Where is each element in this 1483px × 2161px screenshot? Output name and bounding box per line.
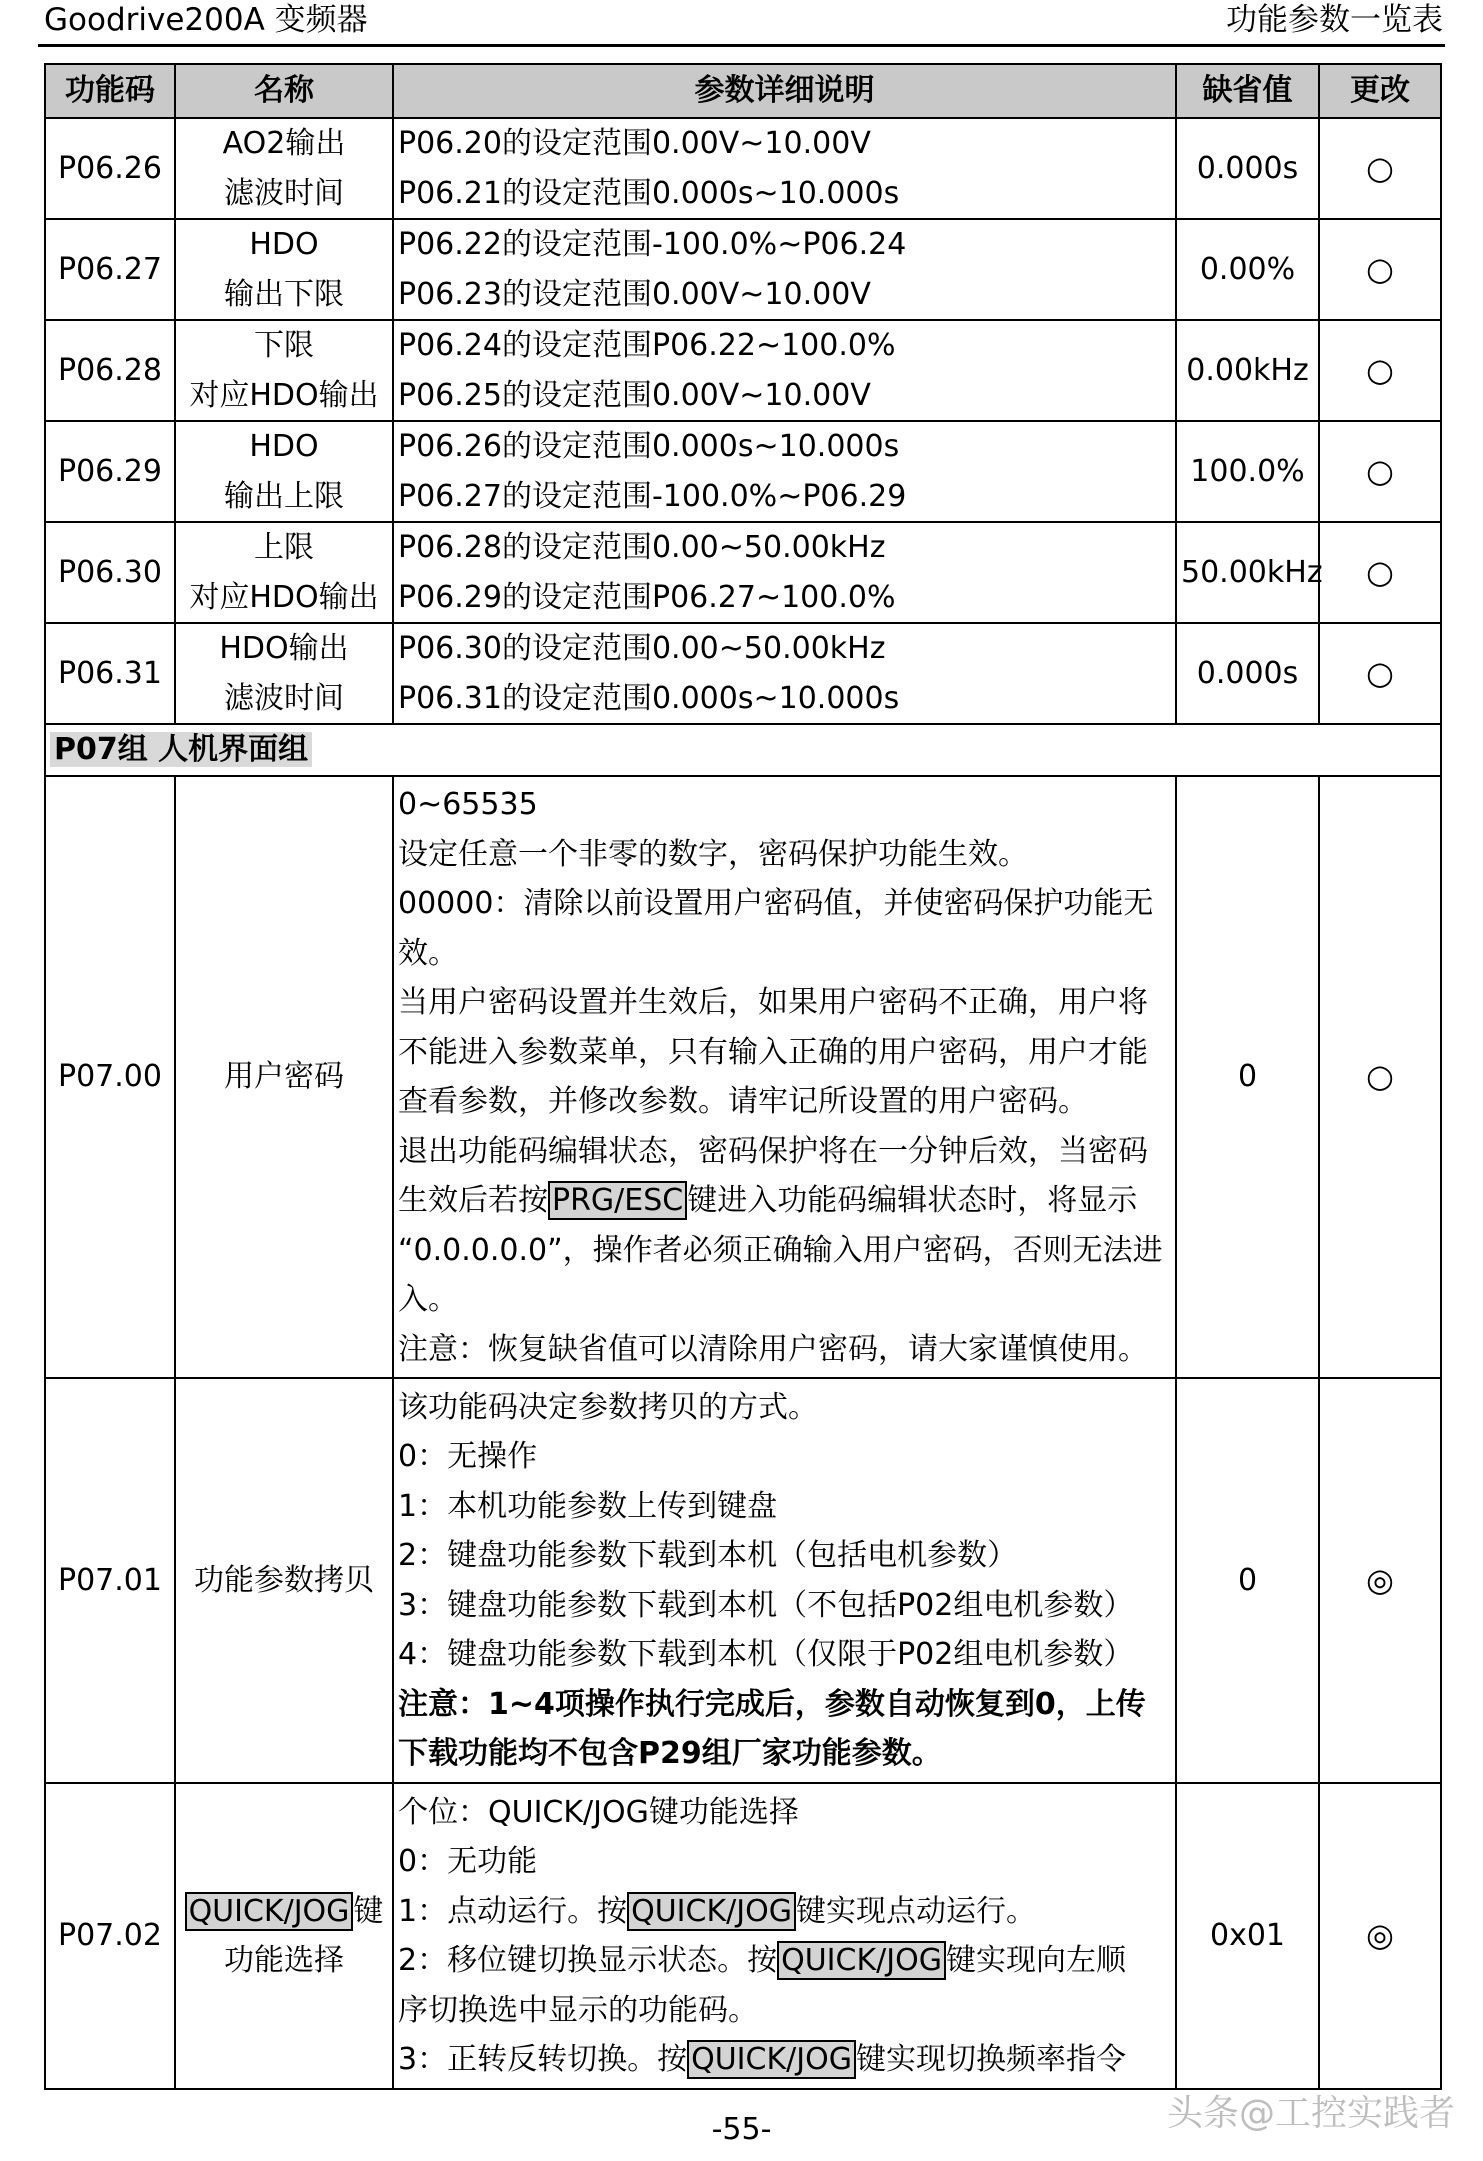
quick-jog-key: QUICK/JOG <box>627 1892 796 1931</box>
param-name-line: 功能选择 <box>224 1943 344 1978</box>
param-code: P06.31 <box>45 623 175 724</box>
group-row <box>45 724 1441 776</box>
col-header-change: 更改 <box>1319 64 1441 118</box>
param-description <box>393 776 1176 1378</box>
param-name-line <box>180 1887 388 1937</box>
desc-line: 不能进入参数菜单，只有输入正确的用户密码，用户才能 <box>398 1034 1148 1070</box>
col-header-description: 参数详细说明 <box>393 64 1176 118</box>
page-number: -55- <box>711 2112 772 2147</box>
table-header-row <box>45 64 1441 118</box>
desc-line: 0~65535 <box>398 787 538 822</box>
desc-text: 3：正转反转切换。按 <box>398 2042 688 2077</box>
desc-line: P06.25的设定范围0.00V~10.00V <box>398 377 871 413</box>
param-description <box>393 219 1176 320</box>
desc-line <box>398 2035 1171 2085</box>
param-change-flag: ○ <box>1319 118 1441 219</box>
desc-line <box>398 1936 1171 1986</box>
param-name-line: 对应HDO输出 <box>189 377 379 413</box>
param-description <box>393 522 1176 623</box>
table-row <box>45 320 1441 421</box>
param-description <box>393 421 1176 522</box>
param-default: 0.000s <box>1176 118 1319 219</box>
param-name <box>175 320 393 421</box>
param-code: P06.27 <box>45 219 175 320</box>
param-description <box>393 320 1176 421</box>
param-name: 功能参数拷贝 <box>175 1378 393 1783</box>
param-default: 0 <box>1176 1378 1319 1783</box>
desc-line: “0.0.0.0.0”，操作者必须正确输入用户密码，否则无法进 <box>398 1232 1163 1268</box>
desc-line: 退出功能码编辑状态，密码保护将在一分钟后效，当密码 <box>398 1133 1148 1169</box>
param-change-flag: ◎ <box>1319 1783 1441 2089</box>
param-description <box>393 1783 1176 2089</box>
desc-line: 0：无操作 <box>398 1439 538 1474</box>
desc-line: 入。 <box>398 1282 458 1317</box>
param-code: P06.26 <box>45 118 175 219</box>
param-name-line: HDO <box>249 227 319 262</box>
col-header-default: 缺省值 <box>1176 64 1319 118</box>
param-code: P07.01 <box>45 1378 175 1783</box>
param-change-flag: ○ <box>1319 421 1441 522</box>
param-change-flag: ◎ <box>1319 1378 1441 1783</box>
desc-line: 注意：恢复缺省值可以清除用户密码，请大家谨慎使用。 <box>398 1331 1148 1367</box>
table-row <box>45 522 1441 623</box>
param-code: P07.00 <box>45 776 175 1378</box>
param-name-line: AO2输出 <box>222 126 346 161</box>
table-row <box>45 421 1441 522</box>
desc-line: P06.22的设定范围-100.0%~P06.24 <box>398 227 907 262</box>
header-rule <box>38 44 1445 47</box>
param-change-flag: ○ <box>1319 623 1441 724</box>
param-name-line: 输出下限 <box>224 276 344 312</box>
param-code: P07.02 <box>45 1783 175 2089</box>
param-code: P06.28 <box>45 320 175 421</box>
desc-line <box>398 1176 1171 1226</box>
table-row <box>45 1378 1441 1783</box>
desc-line: P06.27的设定范围-100.0%~P06.29 <box>398 478 907 514</box>
desc-line: P06.24的设定范围P06.22~100.0% <box>398 328 896 363</box>
param-name-line: HDO <box>249 429 319 464</box>
desc-line: P06.21的设定范围0.000s~10.000s <box>398 175 900 211</box>
table-row <box>45 219 1441 320</box>
table-row <box>45 623 1441 724</box>
quick-jog-key: QUICK/JOG <box>185 1892 354 1931</box>
param-default: 100.0% <box>1176 421 1319 522</box>
table-row <box>45 1783 1441 2089</box>
param-name <box>175 1783 393 2089</box>
param-name-line: 对应HDO输出 <box>189 579 379 615</box>
param-name <box>175 219 393 320</box>
desc-line: 2：键盘功能参数下载到本机（包括电机参数） <box>398 1538 1018 1573</box>
param-name <box>175 421 393 522</box>
param-change-flag: ○ <box>1319 522 1441 623</box>
document-header-title: Goodrive200A 变频器 <box>44 2 368 38</box>
desc-line: 00000：清除以前设置用户密码值，并使密码保护功能无 <box>398 886 1154 921</box>
desc-line <box>398 1887 1171 1937</box>
desc-line: 1：本机功能参数上传到键盘 <box>398 1488 778 1524</box>
group-title: P07组 人机界面组 <box>50 732 312 767</box>
desc-text: 键实现点动运行。 <box>795 1893 1036 1929</box>
desc-text: 生效后若按 <box>398 1183 548 1218</box>
desc-line: 设定任意一个非零的数字，密码保护功能生效。 <box>398 836 1028 872</box>
desc-text: 键实现切换频率指令 <box>855 2042 1126 2077</box>
parameter-table <box>44 63 1442 2090</box>
param-name <box>175 623 393 724</box>
param-default: 0.00kHz <box>1176 320 1319 421</box>
desc-line: 个位：QUICK/JOG键功能选择 <box>398 1794 799 1830</box>
param-description <box>393 623 1176 724</box>
desc-line: 当用户密码设置并生效后，如果用户密码不正确，用户将 <box>398 985 1148 1020</box>
param-name <box>175 522 393 623</box>
desc-text: 键实现向左顺 <box>945 1943 1126 1978</box>
param-name-line: 滤波时间 <box>224 175 344 211</box>
table-row <box>45 118 1441 219</box>
param-name-line: HDO输出 <box>219 631 349 666</box>
param-name <box>175 118 393 219</box>
desc-line: 效。 <box>398 935 458 971</box>
param-name-suffix: 键 <box>353 1893 384 1929</box>
desc-line: P06.31的设定范围0.000s~10.000s <box>398 680 900 716</box>
param-code: P06.30 <box>45 522 175 623</box>
desc-line: 4：键盘功能参数下载到本机（仅限于P02组电机参数） <box>398 1637 1134 1672</box>
desc-line: P06.26的设定范围0.000s~10.000s <box>398 429 900 464</box>
param-code: P06.29 <box>45 421 175 522</box>
desc-line: 序切换选中显示的功能码。 <box>398 1992 758 2028</box>
desc-note-line: 下载功能均不包含P29组厂家功能参数。 <box>398 1736 942 1771</box>
desc-text: 键进入功能码编辑状态时，将显示 <box>687 1183 1138 1218</box>
quick-jog-key: QUICK/JOG <box>777 1941 946 1980</box>
desc-line: P06.28的设定范围0.00~50.00kHz <box>398 530 886 565</box>
desc-line: P06.29的设定范围P06.27~100.0% <box>398 579 896 615</box>
param-name-line: 下限 <box>254 328 314 363</box>
param-name: 用户密码 <box>175 776 393 1378</box>
desc-line: P06.20的设定范围0.00V~10.00V <box>398 126 871 161</box>
param-default: 0x01 <box>1176 1783 1319 2089</box>
desc-line: 该功能码决定参数拷贝的方式。 <box>398 1389 818 1425</box>
desc-line: 查看参数，并修改参数。请牢记所设置的用户密码。 <box>398 1084 1088 1119</box>
param-default: 0 <box>1176 776 1319 1378</box>
param-default: 0.000s <box>1176 623 1319 724</box>
desc-line: 3：键盘功能参数下载到本机（不包括P02组电机参数） <box>398 1587 1134 1623</box>
param-name-line: 滤波时间 <box>224 680 344 716</box>
prg-esc-key: PRG/ESC <box>548 1181 687 1220</box>
desc-text: 2：移位键切换显示状态。按 <box>398 1943 778 1978</box>
param-change-flag: ○ <box>1319 219 1441 320</box>
param-description <box>393 118 1176 219</box>
desc-line: P06.23的设定范围0.00V~10.00V <box>398 276 871 312</box>
table-row <box>45 776 1441 1378</box>
param-name-line: 输出上限 <box>224 478 344 514</box>
desc-note-line: 注意：1~4项操作执行完成后，参数自动恢复到0，上传 <box>398 1686 1146 1722</box>
param-default: 50.00kHz <box>1176 522 1319 623</box>
desc-line: P06.30的设定范围0.00~50.00kHz <box>398 631 886 666</box>
desc-line: 0：无功能 <box>398 1844 538 1879</box>
param-default: 0.00% <box>1176 219 1319 320</box>
param-change-flag: ○ <box>1319 320 1441 421</box>
col-header-name: 名称 <box>175 64 393 118</box>
param-description <box>393 1378 1176 1783</box>
group-header-cell <box>45 724 1441 776</box>
param-change-flag: ○ <box>1319 776 1441 1378</box>
watermark: 头条@工控实践者 <box>1166 2093 1455 2134</box>
desc-text: 1：点动运行。按 <box>398 1893 628 1929</box>
col-header-code: 功能码 <box>45 64 175 118</box>
param-name-line: 上限 <box>254 530 314 565</box>
quick-jog-key: QUICK/JOG <box>687 2040 856 2079</box>
document-header-section: 功能参数一览表 <box>1226 2 1443 38</box>
